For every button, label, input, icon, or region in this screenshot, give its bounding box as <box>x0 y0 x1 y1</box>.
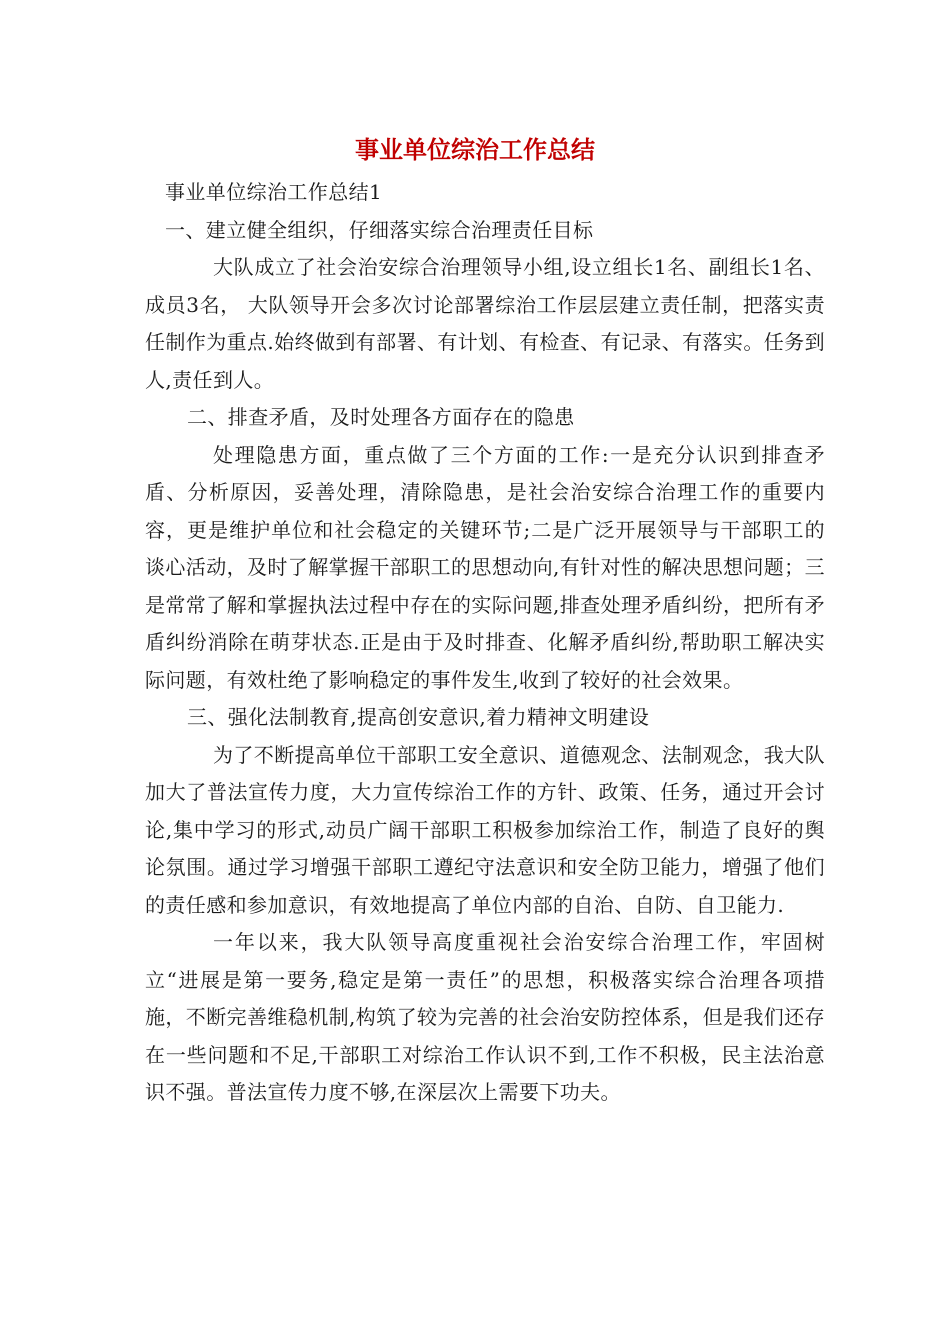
section-heading-intro: 事业单位综治工作总结1 <box>165 180 383 204</box>
section-heading-3: 三、强化法制教育,提高创安意识,着力精神文明建设 <box>187 705 650 729</box>
paragraph-summary: 一年以来，我大队领导高度重视社会治安综合治理工作，牢固树立“进展是第一要务,稳定是第一责任”的思想，积极落实综合治理各项措施，不断完善维稳机制,构筑了较为完善的社会治安防控体系，但是我们还存在一些问题和不足,干部职工对综治工作认识不到,工作不积极，民主法治意识不强。普法宣传力度不够,在深层次上需要下功夫。 <box>145 930 825 1104</box>
paragraph-legal-education: 为了不断提高单位干部职工安全意识、道德观念、法制观念，我大队加大了普法宣传力度，大力宣传综治工作的方针、政策、任务，通过开会讨论,集中学习的形式,动员广阔干部职工积极参加综治工作，制造了良好的舆论氛围。通过学习增强干部职工遵纪守法意识和安全防卫能力，增强了他们的责任感和参加意识，有效地提高了单位内部的自治、自防、自卫能力. <box>145 742 825 917</box>
section-heading-1: 一、建立健全组织，仔细落实综合治理责任目标 <box>165 217 594 242</box>
paragraph-hazards: 处理隐患方面，重点做了三个方面的工作:一是充分认识到排查矛盾、分析原因，妥善处理，清除隐患，是社会治安综合治理工作的重要内容，更是维护单位和社会稳定的关键环节;二是广泛开展领导与干部职工的谈心活动，及时了解掌握干部职工的思想动向,有针对性的解决思想问题；三是常常了解和掌握执法过程中存在的实际问题,排查处理矛盾纠纷，把所有矛盾纠纷消除在萌芽状态.正是由于及时排查、化解矛盾纠纷,帮助职工解决实际问题，有效杜绝了影响稳定的事件发生,收到了较好的社会效果。 <box>145 442 825 692</box>
paragraph-organization: 大队成立了社会治安综合治理领导小组,设立组长1名、副组长1名、成员3名， 大队领导开会多次讨论部署综治工作层层建立责任制，把落实责任制作为重点.始终做到有部署、有计划、有检查、有记录、有落实。任务到人,责任到人。 <box>145 255 825 392</box>
section-heading-2: 二、排查矛盾，及时处理各方面存在的隐患 <box>187 405 575 429</box>
document-title: 事业单位综治工作总结 <box>355 136 595 164</box>
document-body <box>145 174 825 1112</box>
